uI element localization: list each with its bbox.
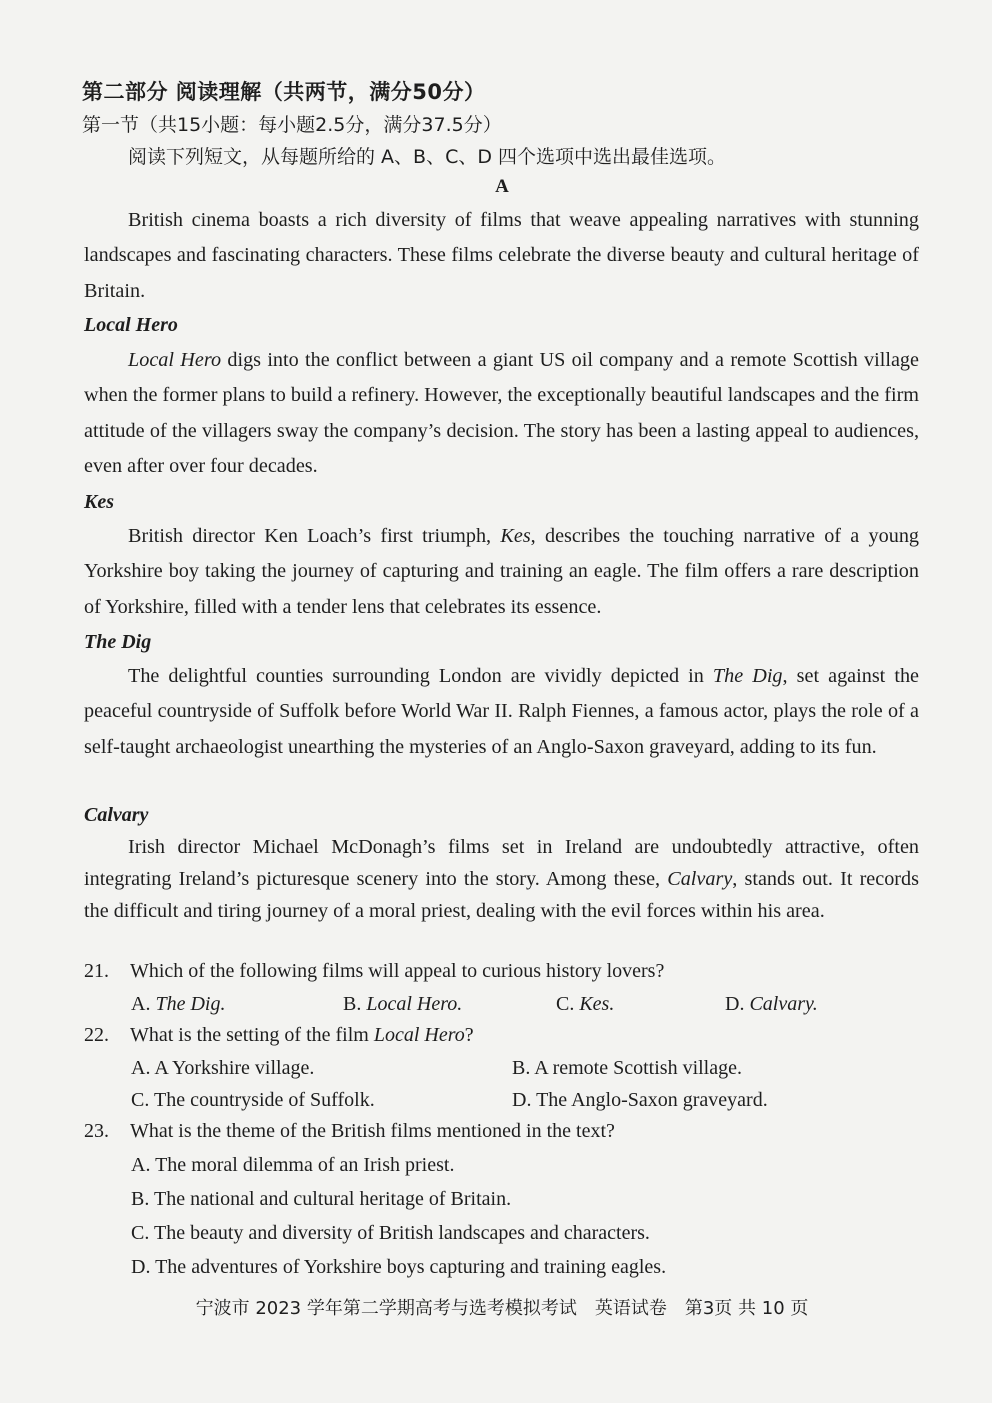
film-paragraph-text: Irish director Michael McDonagh’s films set in Ireland are undoubtedly attractive, often integrating Ireland’s picturesque scenery into the story. Among these,	[84, 836, 919, 891]
option-text: Local Hero.	[366, 993, 463, 1015]
section-title: 第一节（共15小题：每小题2.5分，满分37.5分）	[82, 114, 502, 136]
question-22	[84, 1024, 924, 1047]
option-label: C.	[131, 1089, 154, 1111]
question-stem: What is the theme of the British films mentioned in the text?	[130, 1120, 615, 1142]
option-text: A remote Scottish village.	[534, 1057, 742, 1079]
film-paragraph-text: , describes the touching narrative of a young Yorkshire boy taking the journey of capturing and training an eagle. The film offers a rare description of Yorkshire, filled with a tender lens that celebrates its essence.	[84, 525, 920, 618]
film-title-the-dig: The Dig	[84, 631, 152, 653]
film-paragraph-local-hero	[84, 343, 919, 485]
film-title-calvary: Calvary	[84, 804, 149, 826]
film-title-kes: Kes	[84, 491, 114, 513]
option-22-b[interactable]	[512, 1057, 742, 1080]
film-paragraph-text: , set against the peaceful countryside of Suffolk before World War II. Ralph Fiennes, a famous actor, plays the role of a self-taught archaeologist unearthing the mysteries of an Anglo-Saxon graveyard, adding to its fun.	[84, 665, 919, 758]
part-title: 第二部分 阅读理解（共两节，满分50分）	[82, 80, 486, 104]
option-23-a[interactable]	[131, 1154, 454, 1177]
option-23-c[interactable]	[131, 1222, 650, 1245]
option-21-b[interactable]	[343, 993, 462, 1016]
option-22-c[interactable]	[131, 1089, 375, 1112]
film-title-local-hero: Local Hero	[84, 314, 178, 336]
option-text: Kes.	[579, 993, 615, 1015]
option-text: The beauty and diversity of British landscapes and characters.	[153, 1222, 650, 1244]
film-paragraph-text: The delightful counties surrounding London are vividly depicted in	[128, 665, 713, 687]
question-23	[84, 1120, 924, 1143]
option-label: A.	[131, 993, 156, 1015]
option-label: D.	[131, 1256, 156, 1278]
question-number: 21.	[84, 960, 109, 982]
option-text: The moral dilemma of an Irish priest.	[155, 1154, 455, 1176]
film-paragraph-text: , stands out. It records the difficult and tiring journey of a moral priest, dealing with the evil forces within his area.	[84, 868, 919, 923]
option-label: B.	[512, 1057, 535, 1079]
option-label: A.	[131, 1057, 155, 1079]
option-text: Calvary.	[749, 993, 818, 1015]
passage-label: A	[495, 176, 509, 197]
page-footer: 宁波市 2023 学年第二学期高考与选考模拟考试 英语试卷 第3页 共 10 页	[195, 1298, 809, 1319]
option-23-d[interactable]	[131, 1256, 666, 1279]
question-stem: What is the setting of the film	[130, 1024, 374, 1046]
option-text: A Yorkshire village.	[154, 1057, 315, 1079]
question-stem-italic: Local Hero	[373, 1024, 465, 1046]
option-text: The adventures of Yorkshire boys capturing and training eagles.	[155, 1256, 667, 1278]
film-paragraph-the-dig	[84, 659, 919, 765]
option-label: C.	[131, 1222, 154, 1244]
film-name-italic: Kes	[500, 525, 531, 547]
question-number: 23.	[84, 1120, 109, 1142]
option-23-b[interactable]	[131, 1188, 511, 1211]
option-label: B.	[131, 1188, 154, 1210]
option-21-c[interactable]	[556, 993, 614, 1016]
option-21-a[interactable]	[131, 993, 225, 1016]
film-name-italic: Calvary	[667, 868, 733, 891]
option-text: The national and cultural heritage of Britain.	[153, 1188, 512, 1210]
option-label: D.	[512, 1089, 537, 1111]
option-label: A.	[131, 1154, 156, 1176]
option-text: The countryside of Suffolk.	[153, 1089, 375, 1111]
question-number: 22.	[84, 1024, 109, 1046]
film-paragraph-kes	[84, 519, 919, 625]
question-21	[84, 960, 924, 983]
film-paragraph-text: digs into the conflict between a giant US oil company and a remote Scottish village when the former plans to build a refinery. However, the exceptionally beautiful landscapes and the firm attitude of the villagers sway the company’s decision. The story has been a lasting appeal to audiences, even after over four decades.	[84, 349, 919, 478]
option-label: B.	[343, 993, 367, 1015]
option-21-d[interactable]	[725, 993, 818, 1016]
option-text: The Dig.	[155, 993, 226, 1015]
instructions: 阅读下列短文，从每题所给的 A、B、C、D 四个选项中选出最佳选项。	[128, 146, 727, 168]
passage-intro: British cinema boasts a rich diversity of films that weave appealing narratives with stunning landscapes and fascinating characters. These films celebrate the diverse beauty and cultural heritage of Britain.	[84, 209, 919, 302]
option-22-d[interactable]	[512, 1089, 768, 1112]
option-label: C.	[556, 993, 580, 1015]
option-label: D.	[725, 993, 750, 1015]
film-paragraph-calvary	[84, 831, 919, 928]
option-22-a[interactable]	[131, 1057, 314, 1080]
question-stem: Which of the following films will appeal to curious history lovers?	[130, 960, 665, 982]
film-paragraph-text: British director Ken Loach’s first triumph,	[128, 525, 501, 547]
film-name-italic: The Dig	[712, 665, 783, 687]
question-stem: ?	[464, 1024, 474, 1046]
film-name-italic: Local Hero	[128, 349, 222, 371]
option-text: The Anglo-Saxon graveyard.	[536, 1089, 768, 1111]
